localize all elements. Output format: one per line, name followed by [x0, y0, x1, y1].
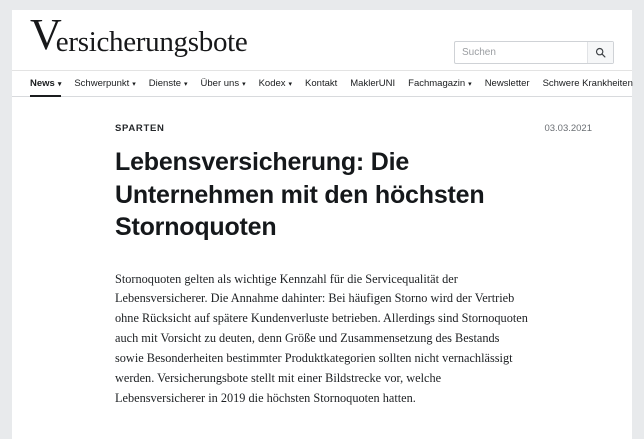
chevron-down-icon: ▾ [242, 80, 246, 88]
chevron-down-icon: ▾ [132, 80, 136, 88]
chevron-down-icon: ▾ [288, 80, 293, 88]
logo-initial: V [30, 10, 61, 59]
logo-wordmark: ersicherungsbote [55, 26, 248, 58]
nav-item-label: Kontakt [305, 77, 338, 89]
nav-item-ueber-uns[interactable] [201, 78, 246, 90]
nav-item-label: Dienste [148, 77, 181, 89]
nav-item-kontakt[interactable] [305, 78, 337, 90]
nav-item-label: Schwerpunkt [74, 77, 130, 89]
article-category[interactable]: SPARTEN [115, 123, 165, 134]
site-header [12, 10, 632, 71]
page-title: Lebensversicherung: Die Unternehmen mit den höchsten Stornoquoten [115, 148, 485, 241]
nav-item-newsletter[interactable] [485, 78, 530, 90]
nav-item-label: Kodex [258, 77, 286, 89]
nav-item-label: Über uns [200, 77, 240, 89]
nav-item-label: News [30, 77, 55, 89]
main-navigation[interactable] [12, 71, 632, 97]
article [12, 97, 632, 439]
chevron-down-icon: ▾ [184, 80, 188, 88]
nav-item-label: Newsletter [484, 77, 530, 89]
search-button[interactable] [587, 42, 613, 63]
search-box[interactable] [454, 41, 614, 64]
nav-item-fachmagazin[interactable] [408, 78, 472, 90]
nav-item-schwerpunkt[interactable] [74, 78, 135, 90]
nav-item-kodex[interactable] [259, 78, 292, 90]
search-input[interactable] [455, 42, 587, 63]
article-meta [12, 97, 632, 134]
site-logo[interactable] [30, 10, 248, 59]
nav-item-label: Schwere Krankheiten [542, 77, 633, 89]
article-date: 03.03.2021 [544, 123, 592, 134]
chevron-down-icon: ▾ [468, 80, 472, 88]
search-icon [595, 47, 606, 58]
nav-item-dienste[interactable] [149, 78, 188, 90]
nav-item-schwere-krankheiten[interactable] [543, 78, 633, 90]
nav-item-label: MaklerUNI [350, 77, 396, 89]
nav-item-makleruni[interactable] [350, 78, 395, 90]
article-lead: Stornoquoten gelten als wichtige Kennzahl für die Servicequalität der Lebensversicherer. Die Annahme dahinter: Bei häufigen Storno wird der Vertrieb ohne Rücksicht auf spätere Kundenverluste betrieben. Allerdings sind Stornoquoten auch mit Vorsicht zu deuten, denn Größe und Zusammensetzung des Bestands sowie Besonderheiten bestimmter Produktkategorien sollten nicht vernachlässigt werden. Versicherungsbote stellt mit einer Bildstrecke vor, welche Lebensversicherer in 2019 die höchsten Stornoquoten hatten. [115, 271, 528, 405]
site-container [12, 10, 632, 439]
nav-item-label: Fachmagazin [408, 77, 466, 89]
nav-item-news[interactable] [30, 78, 61, 90]
chevron-down-icon: ▾ [57, 80, 62, 88]
